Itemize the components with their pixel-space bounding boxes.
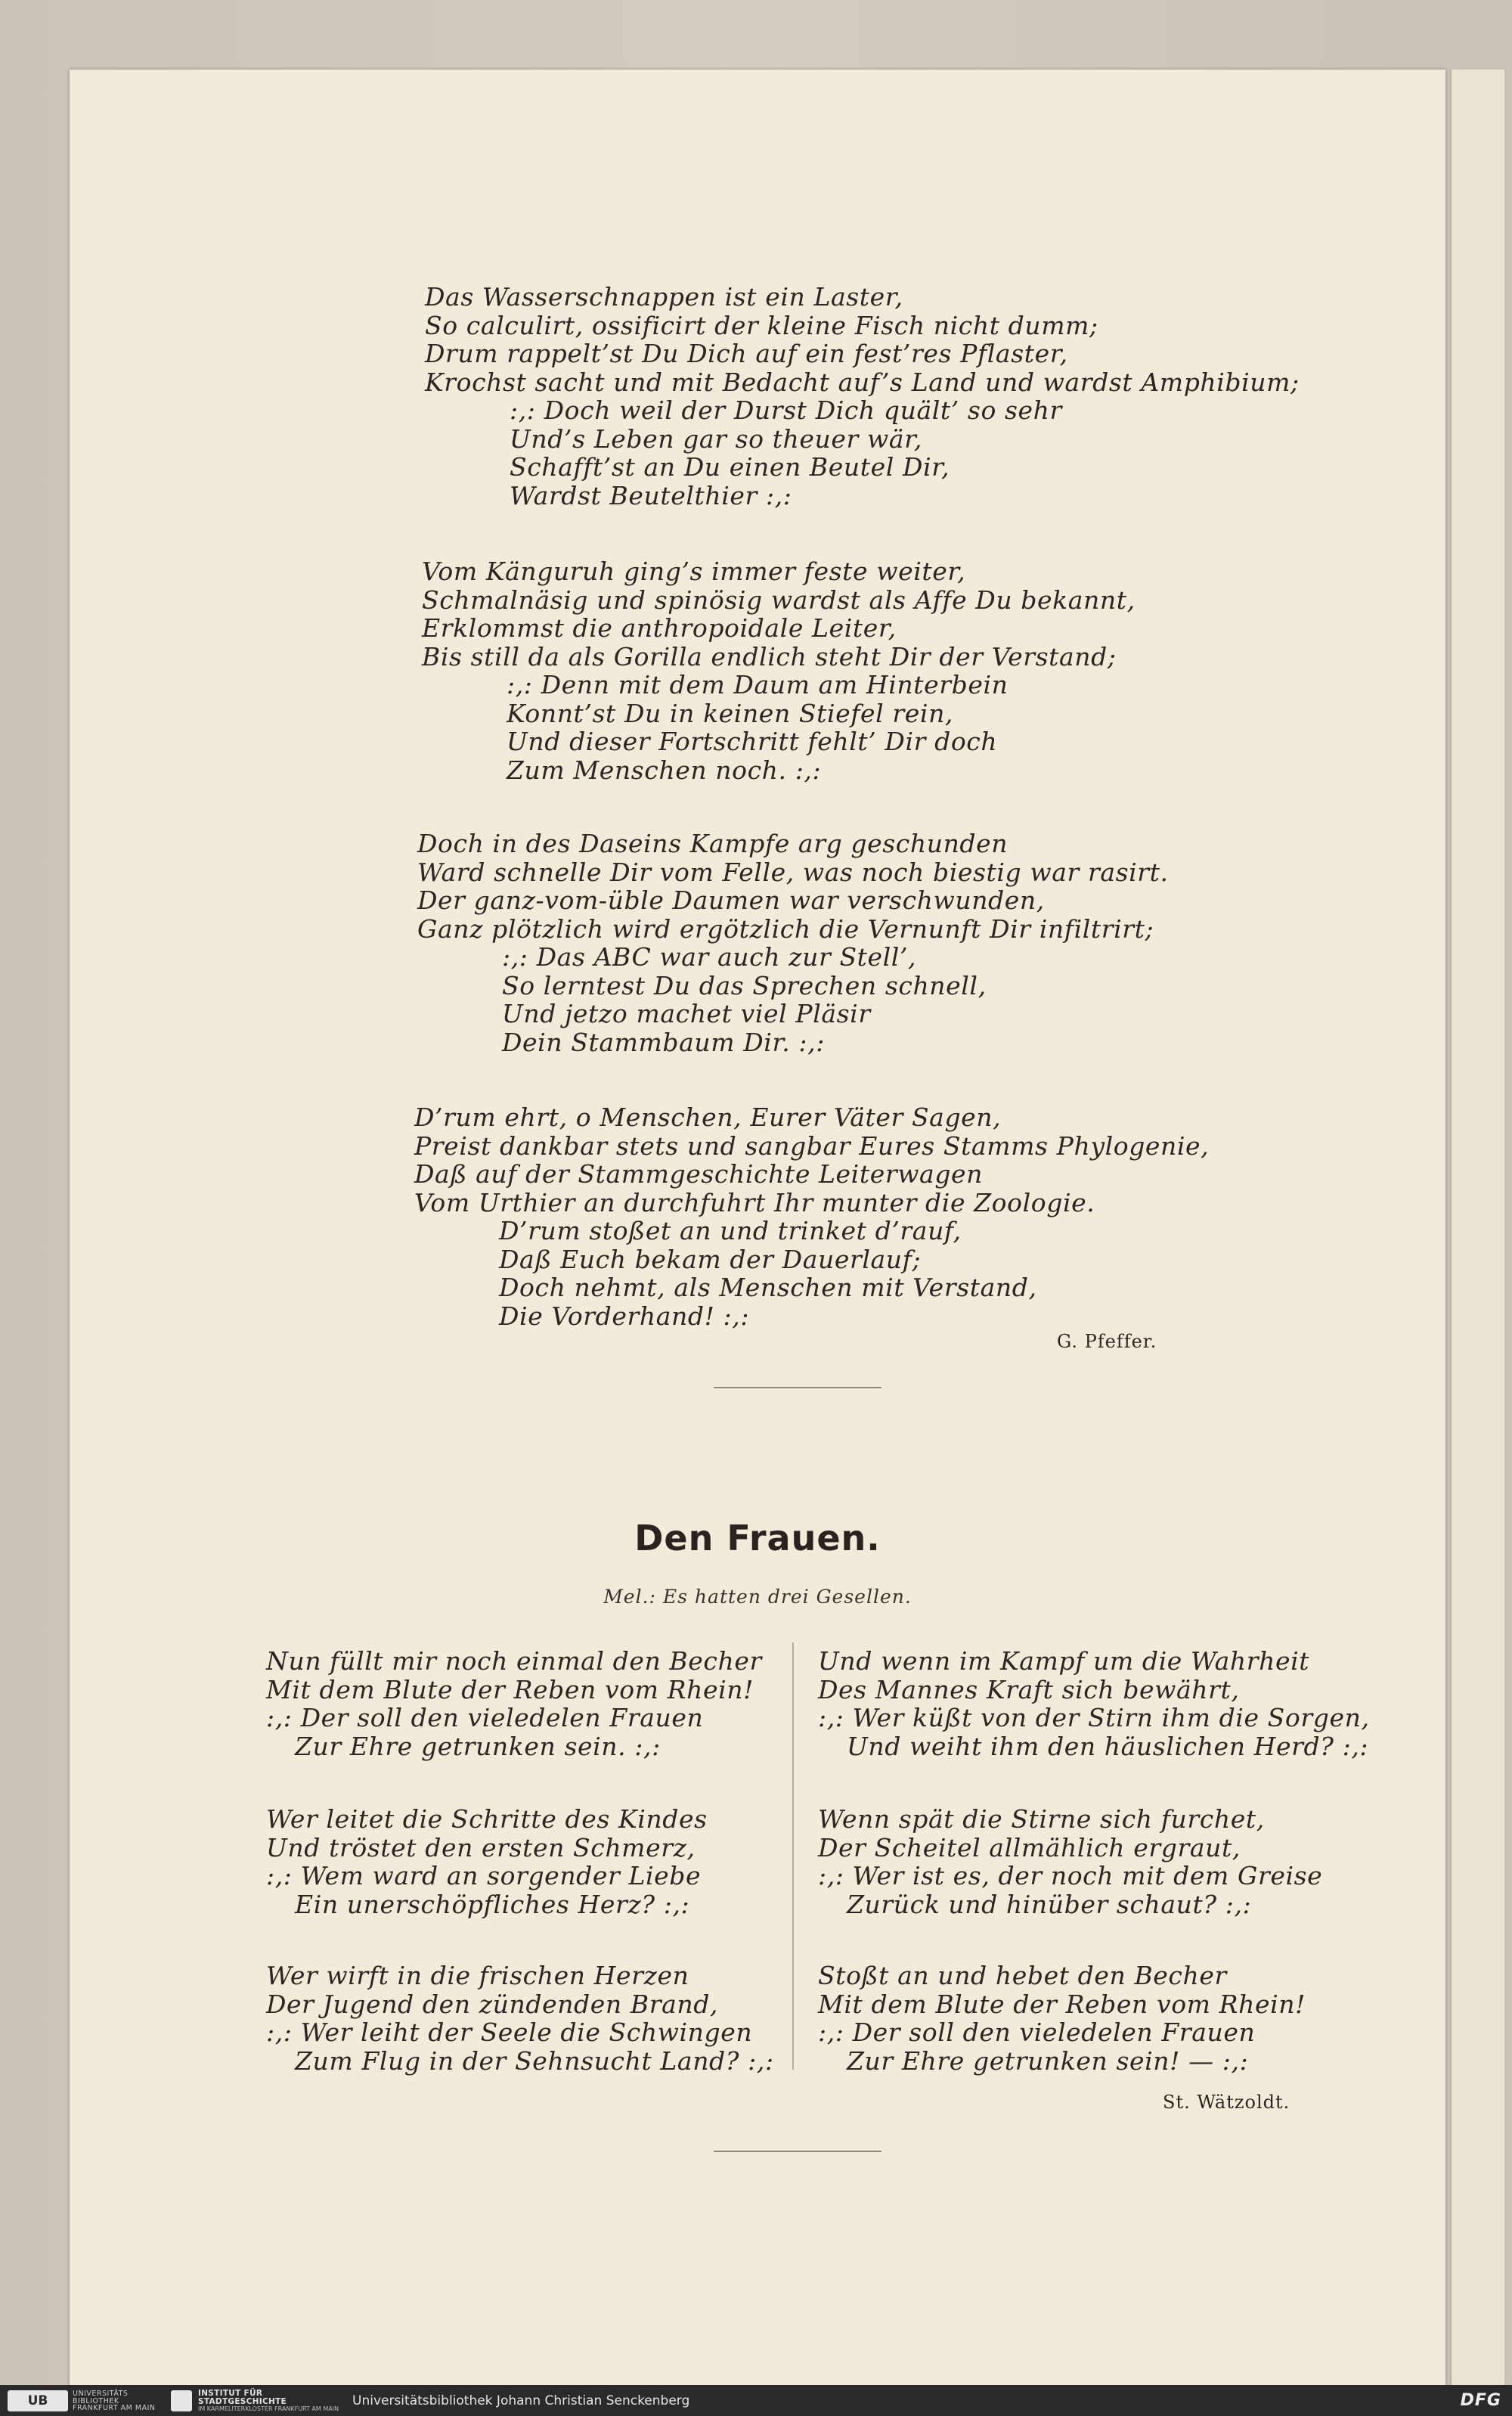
poem1-author: G. Pfeffer. [1057, 1331, 1157, 1352]
verse-line: Schmalnäsig und spinösig wardst als Affe Du bekannt, [422, 585, 1136, 615]
verse-line: Doch nehmt, als Menschen mit Verstand, [499, 1273, 1037, 1302]
verse-line: Dein Stammbaum Dir. :,: [502, 1027, 825, 1057]
verse-line: Ward schnelle Dir vom Felle, was noch biestig war rasirt. [417, 857, 1169, 887]
document-page [70, 70, 1445, 2385]
verse-line: Schafft’st an Du einen Beutel Dir, [510, 452, 950, 482]
verse-line: Vom Urthier an durchfuhrt Ihr munter die Zoologie. [414, 1187, 1095, 1217]
verse-line: Die Vorderhand! :,: [499, 1301, 750, 1331]
verse-line: Wer wirft in die frischen Herzen [266, 1961, 689, 1990]
verse-line: Zurück und hinüber schaut? :,: [847, 1889, 1252, 1919]
verse-line: :,: Denn mit dem Daum am Hinterbein [507, 670, 1009, 699]
institute-location: IM KARMELITERKLOSTER FRANKFURT AM MAIN [198, 2405, 339, 2412]
verse-line: Mit dem Blute der Reben vom Rhein! [818, 1989, 1306, 2019]
verse-line: Daß Euch bekam der Dauerlauf; [499, 1244, 922, 1274]
verse-line: Daß auf der Stammgeschichte Leiterwagen [414, 1159, 984, 1189]
verse-line: Konnt’st Du in keinen Stiefel rein, [507, 698, 954, 728]
verse-line: Wer leitet die Schritte des Kindes [266, 1804, 708, 1834]
verse-line: Krochst sacht und mit Bedacht auf’s Land und wardst Amphibium; [425, 367, 1300, 397]
verse-line: :,: Der soll den vieledelen Frauen [818, 2017, 1256, 2047]
poem2-left-stanza-1 [266, 1647, 762, 1760]
column-divider [792, 1642, 794, 2070]
verse-line: Ein unerschöpfliches Herz? :,: [295, 1889, 690, 1919]
poem2-author: St. Wätzoldt. [1163, 2092, 1290, 2113]
section-divider [714, 1387, 881, 1388]
verse-line: Erklommst die anthropoidale Leiter, [422, 613, 897, 643]
verse-line: Nun füllt mir noch einmal den Becher [266, 1646, 762, 1676]
verse-line: Wenn spät die Stirne sich furchet, [818, 1804, 1265, 1834]
verse-line: Drum rappelt’st Du Dich auf ein fest’res Pflaster, [425, 339, 1068, 368]
poem1-stanza-2 [422, 557, 1136, 784]
poem1-stanza-3 [417, 830, 1169, 1056]
institute-name: INSTITUT FÜR STADTGESCHICHTE [198, 2389, 287, 2406]
verse-line: Wardst Beutelthier :,: [510, 480, 792, 510]
verse-line: :,: Wem ward an sorgender Liebe [266, 1861, 702, 1890]
verse-line: Zum Menschen noch. :,: [507, 755, 822, 785]
verse-line: Und’s Leben gar so theuer wär, [510, 423, 922, 454]
poem1-stanza-1 [425, 283, 1300, 510]
verse-line: Ganz plötzlich wird ergötzlich die Vernunft Dir infiltrirt; [417, 913, 1154, 944]
dfg-logo[interactable]: DFG [1460, 2391, 1501, 2410]
verse-line: Und dieser Fortschritt fehlt’ Dir doch [507, 727, 998, 756]
poem2-title: Den Frauen. [634, 1518, 881, 1558]
section-divider [714, 2151, 881, 2152]
ub-logo[interactable]: UB [8, 2390, 68, 2411]
verse-line: D’rum stoßet an und trinket d’rauf, [499, 1216, 962, 1245]
verse-line: Preist dankbar stets und sangbar Eures Stamms Phylogenie, [414, 1130, 1210, 1161]
ub-logo-text: UNIVERSITÄTS BIBLIOTHEK FRANKFURT AM MAIN [73, 2390, 156, 2412]
verse-line: Zur Ehre getrunken sein. :,: [295, 1731, 661, 1761]
verse-line: Der Jugend den zündenden Brand, [266, 1989, 719, 2019]
library-name: Universitätsbibliothek Johann Christian Senckenberg [352, 2393, 690, 2408]
verse-line: D’rum ehrt, o Menschen, Eurer Väter Sagen, [414, 1103, 1002, 1132]
verse-line: Stoßt an und hebet den Becher [818, 1961, 1227, 1990]
verse-line: Zum Flug in der Sehnsucht Land? :,: [295, 2045, 774, 2076]
verse-line: :,: Der soll den vieledelen Frauen [266, 1703, 704, 1732]
verse-line: :,: Das ABC war auch zur Stell’, [502, 942, 917, 972]
verse-line: :,: Wer ist es, der noch mit dem Greise [818, 1861, 1323, 1890]
poem2-left-stanza-3 [266, 1962, 774, 2075]
poem2-left-stanza-2 [266, 1805, 708, 1918]
verse-line: :,: Doch weil der Durst Dich quält’ so sehr [510, 395, 1062, 425]
verse-line: Mit dem Blute der Reben vom Rhein! [266, 1674, 754, 1704]
poem2-right-stanza-1 [818, 1647, 1370, 1760]
verse-line: So calculirt, ossificirt der kleine Fisch nicht dumm; [425, 310, 1098, 340]
verse-line: Das Wasserschnappen ist ein Laster, [425, 282, 903, 312]
poem1-stanza-4 [414, 1103, 1209, 1330]
verse-line: So lerntest Du das Sprechen schnell, [502, 970, 987, 1000]
verse-line: Vom Känguruh ging’s immer feste weiter, [422, 557, 966, 586]
verse-line: Und jetzo machet viel Pläsir [502, 999, 871, 1028]
verse-line: Und tröstet den ersten Schmerz, [266, 1832, 696, 1862]
verse-line: Doch in des Daseins Kampfe arg geschunden [417, 829, 1009, 858]
poem2-right-stanza-2 [818, 1805, 1322, 1918]
institute-logo-icon[interactable] [171, 2390, 192, 2411]
verse-line: Und wenn im Kampf um die Wahrheit [818, 1646, 1310, 1676]
verse-line: Bis still da als Gorilla endlich steht Dir der Verstand; [422, 641, 1117, 671]
poem2-melody: Mel.: Es hatten drei Gesellen. [603, 1586, 912, 1608]
poem2-right-stanza-3 [818, 1962, 1306, 2075]
verse-line: Zur Ehre getrunken sein! — :,: [847, 2045, 1249, 2076]
verse-line: Des Mannes Kraft sich bewährt, [818, 1674, 1240, 1704]
footer-bar [0, 2385, 1512, 2416]
verse-line: :,: Wer küßt von der Stirn ihm die Sorgen, [818, 1703, 1370, 1732]
verse-line: :,: Wer leiht der Seele die Schwingen [266, 2017, 753, 2047]
next-page-edge [1450, 70, 1504, 2385]
verse-line: Der Scheitel allmählich ergraut, [818, 1832, 1241, 1862]
verse-line: Und weiht ihm den häuslichen Herd? :,: [847, 1731, 1369, 1761]
verse-line: Der ganz-vom-üble Daumen war verschwunden, [417, 885, 1045, 915]
